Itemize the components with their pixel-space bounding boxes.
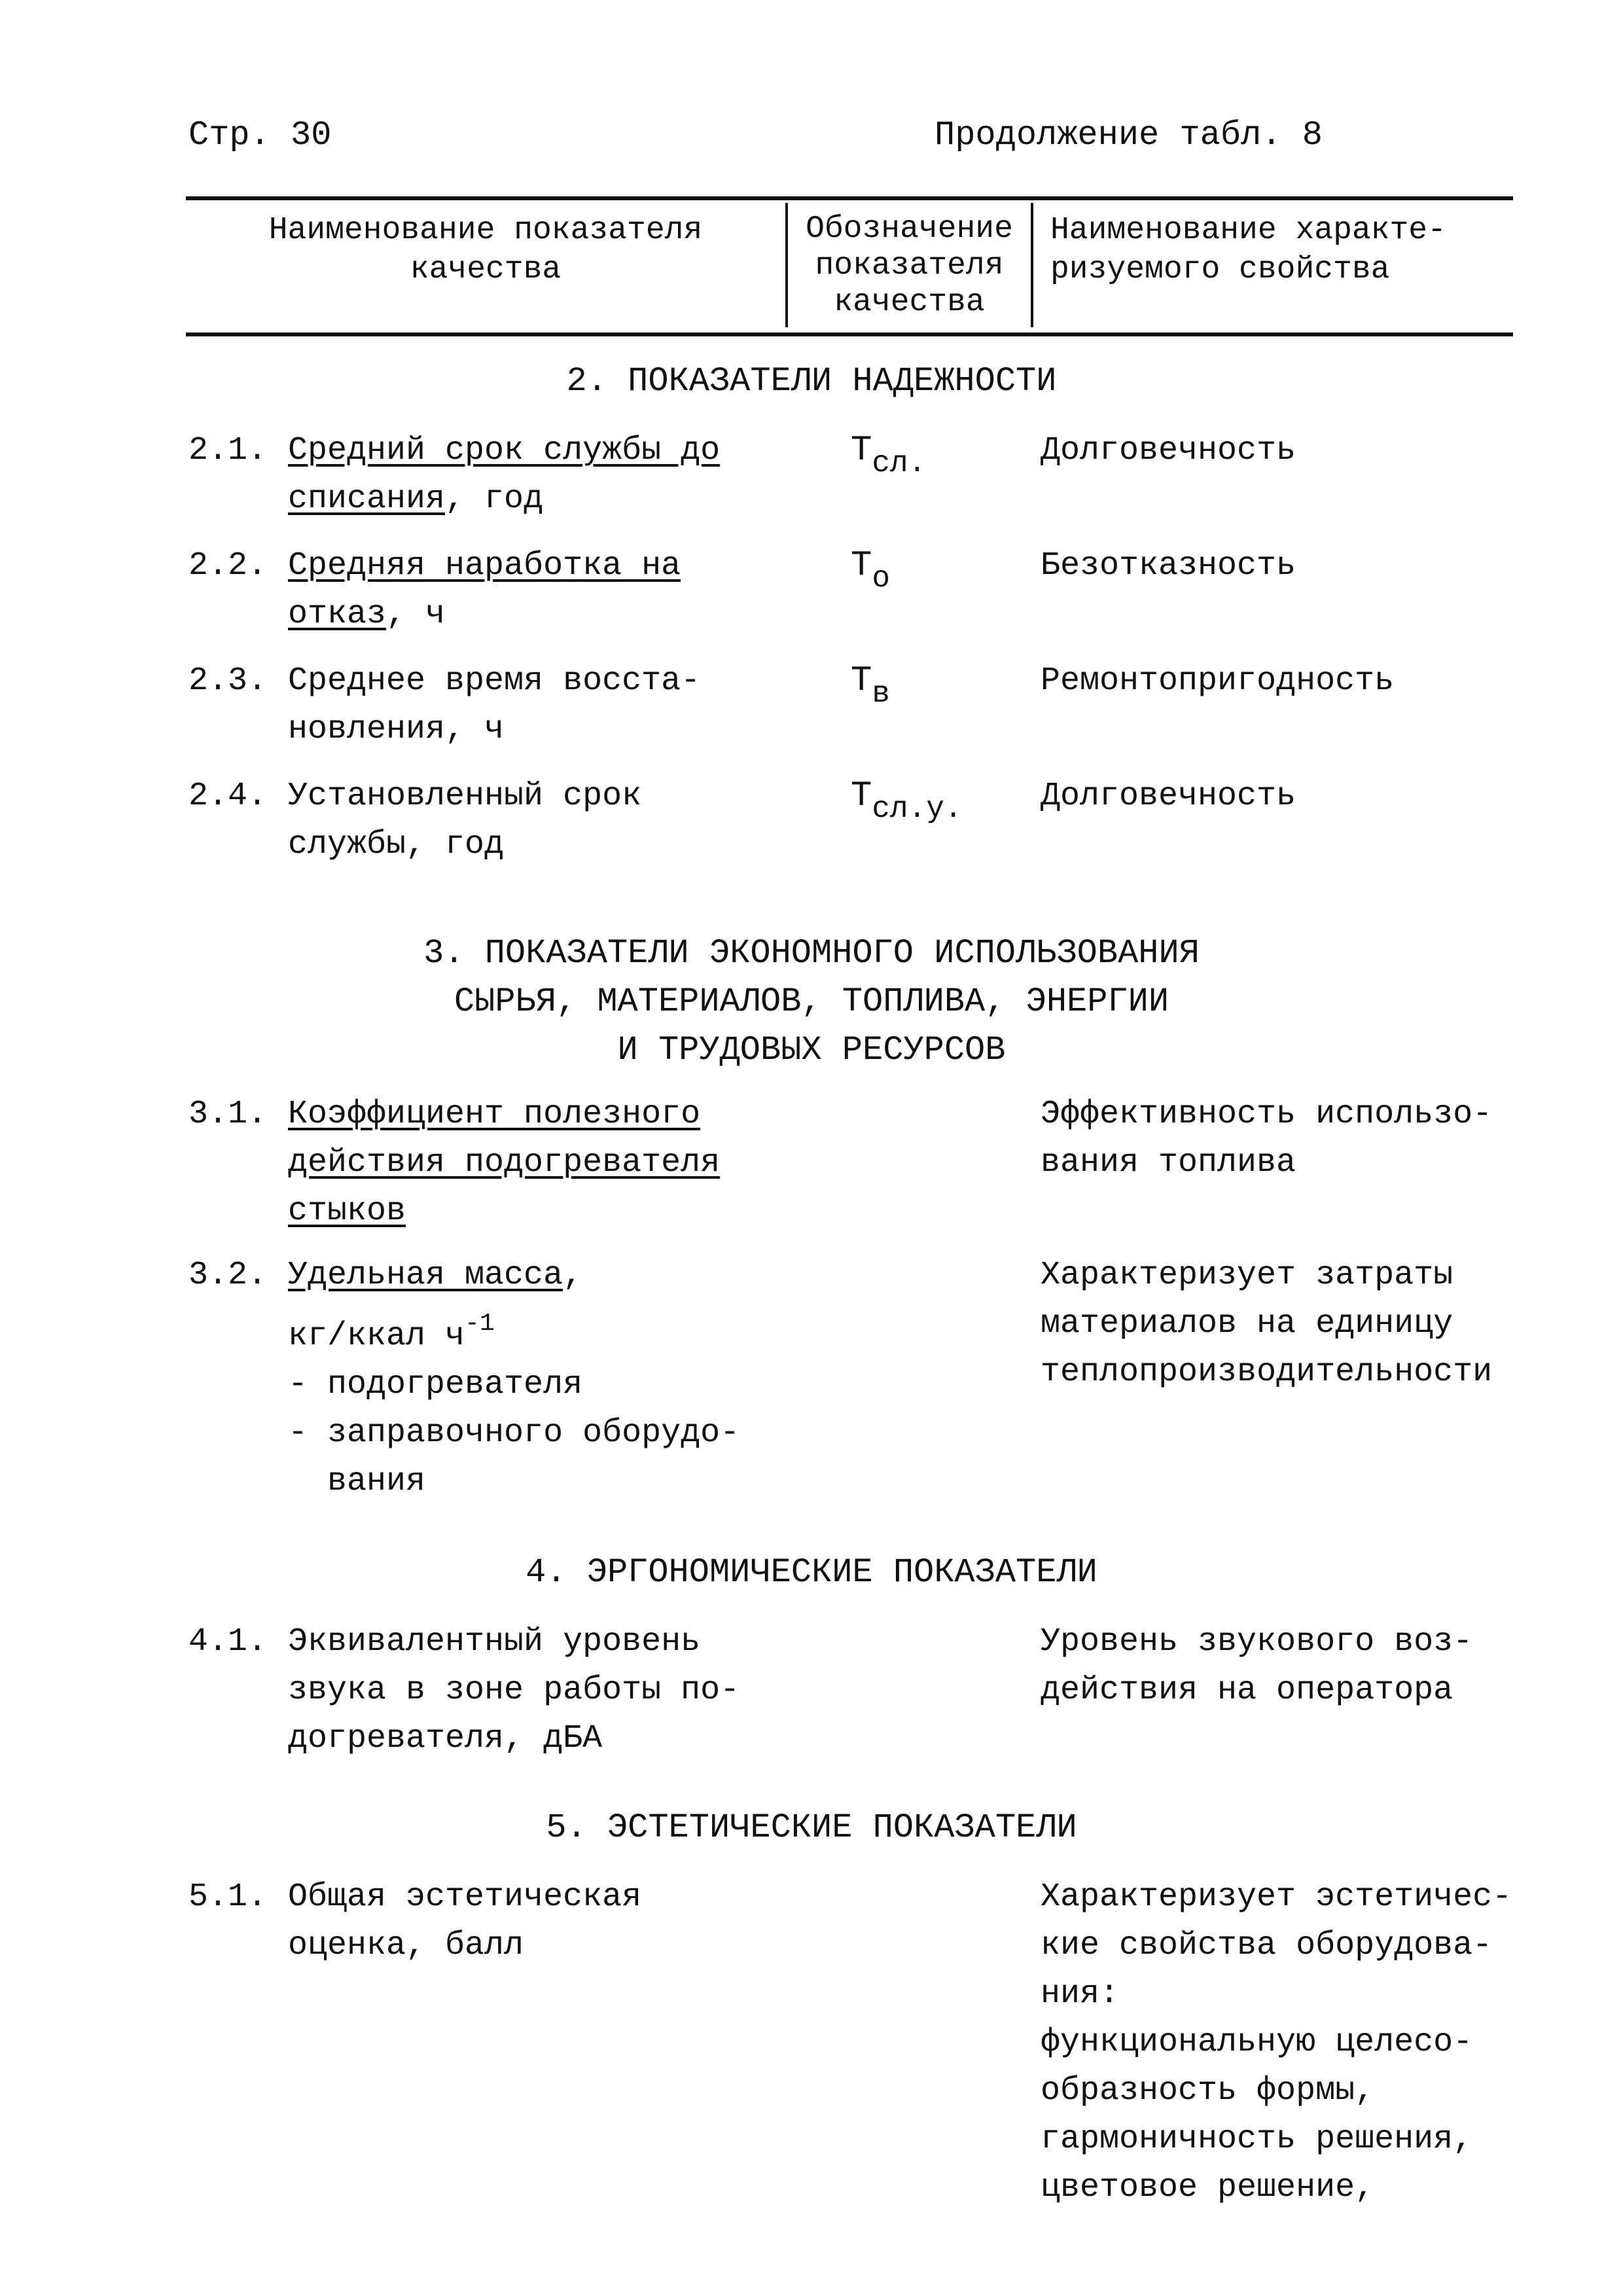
section-title: 3. ПОКАЗАТЕЛИ ЭКОНОМНОГО ИСПОЛЬЗОВАНИЯ СЫРЬЯ, МАТЕРИАЛОВ, ТОПЛИВА, ЭНЕРГИИ И ТРУДОВЫХ РЕСУРСОВ (423, 934, 1200, 1069)
column-header-symbol: Обозначение показателя качества (806, 211, 1013, 320)
indicator-name: Коэффициент полезного действия подогревателя стыков (288, 1096, 721, 1230)
indicator-symbol: $Т_в$ (851, 661, 891, 711)
indicator-name: Установленный срок службы, год (288, 778, 642, 863)
row-number: 3.2. (188, 1257, 268, 1294)
property-name: Уровень звукового воз- действия на оператора (1041, 1623, 1473, 1709)
property-name: Ремонтопригодность (1041, 662, 1395, 700)
property-name: Безотказность (1041, 547, 1296, 584)
table-header-rule (186, 332, 1513, 336)
section-title: 4. ЭРГОНОМИЧЕСКИЕ ПОКАЗАТЕЛИ (526, 1553, 1097, 1592)
indicator-name: Среднее время восста- новления, ч (288, 662, 701, 748)
page-number: Стр. 30 (188, 116, 332, 154)
column-header-name: Наименование показателя качества (268, 213, 703, 287)
table-top-rule (186, 196, 1513, 200)
indicator-name: Удельная масса, кг/ккал $ч^{-1}$ - подогревателя - заправочного оборудо- вания (288, 1257, 740, 1500)
property-name: Эффективность использо- вания топлива (1041, 1096, 1493, 1181)
column-header-property: Наименование характе- ризуемого свойства (1050, 213, 1446, 287)
indicator-name: Средняя наработка на отказ, ч (288, 547, 681, 633)
indicator-name: Общая эстетическая оценка, балл (288, 1878, 642, 1964)
indicator-name: Эквивалентный уровень звука в зоне работы по- догревателя, дБА (288, 1623, 740, 1757)
row-number: 2.4. (188, 778, 268, 815)
indicator-symbol: $Т_{сл.}$ (851, 431, 927, 480)
property-name: Характеризует эстетичес- кие свойства оборудова- ния: функциональную целесо- образность формы, гармоничность решения, цветовое решение, (1041, 1878, 1512, 2206)
table-continuation-label: Продолжение табл. 8 (935, 116, 1323, 154)
property-name: Долговечность (1041, 778, 1296, 815)
property-name: Долговечность (1041, 432, 1296, 469)
indicator-name: Средний срок службы до списания, год (288, 432, 721, 518)
row-number: 3.1. (188, 1096, 268, 1133)
row-number: 2.1. (188, 432, 268, 469)
column-separator (1031, 203, 1033, 327)
property-name: Характеризует затраты материалов на единицу теплопроизводительности (1041, 1257, 1493, 1391)
row-number: 4.1. (188, 1623, 268, 1660)
section-title: 2. ПОКАЗАТЕЛИ НАДЕЖНОСТИ (566, 362, 1057, 401)
indicator-symbol: $Т_{сл.у.}$ (851, 776, 963, 826)
row-number: 2.3. (188, 662, 268, 700)
section-title: 5. ЭСТЕТИЧЕСКИЕ ПОКАЗАТЕЛИ (546, 1808, 1077, 1847)
row-number: 2.2. (188, 547, 268, 584)
indicator-symbol: $Т_о$ (851, 546, 891, 596)
row-number: 5.1. (188, 1878, 268, 1916)
